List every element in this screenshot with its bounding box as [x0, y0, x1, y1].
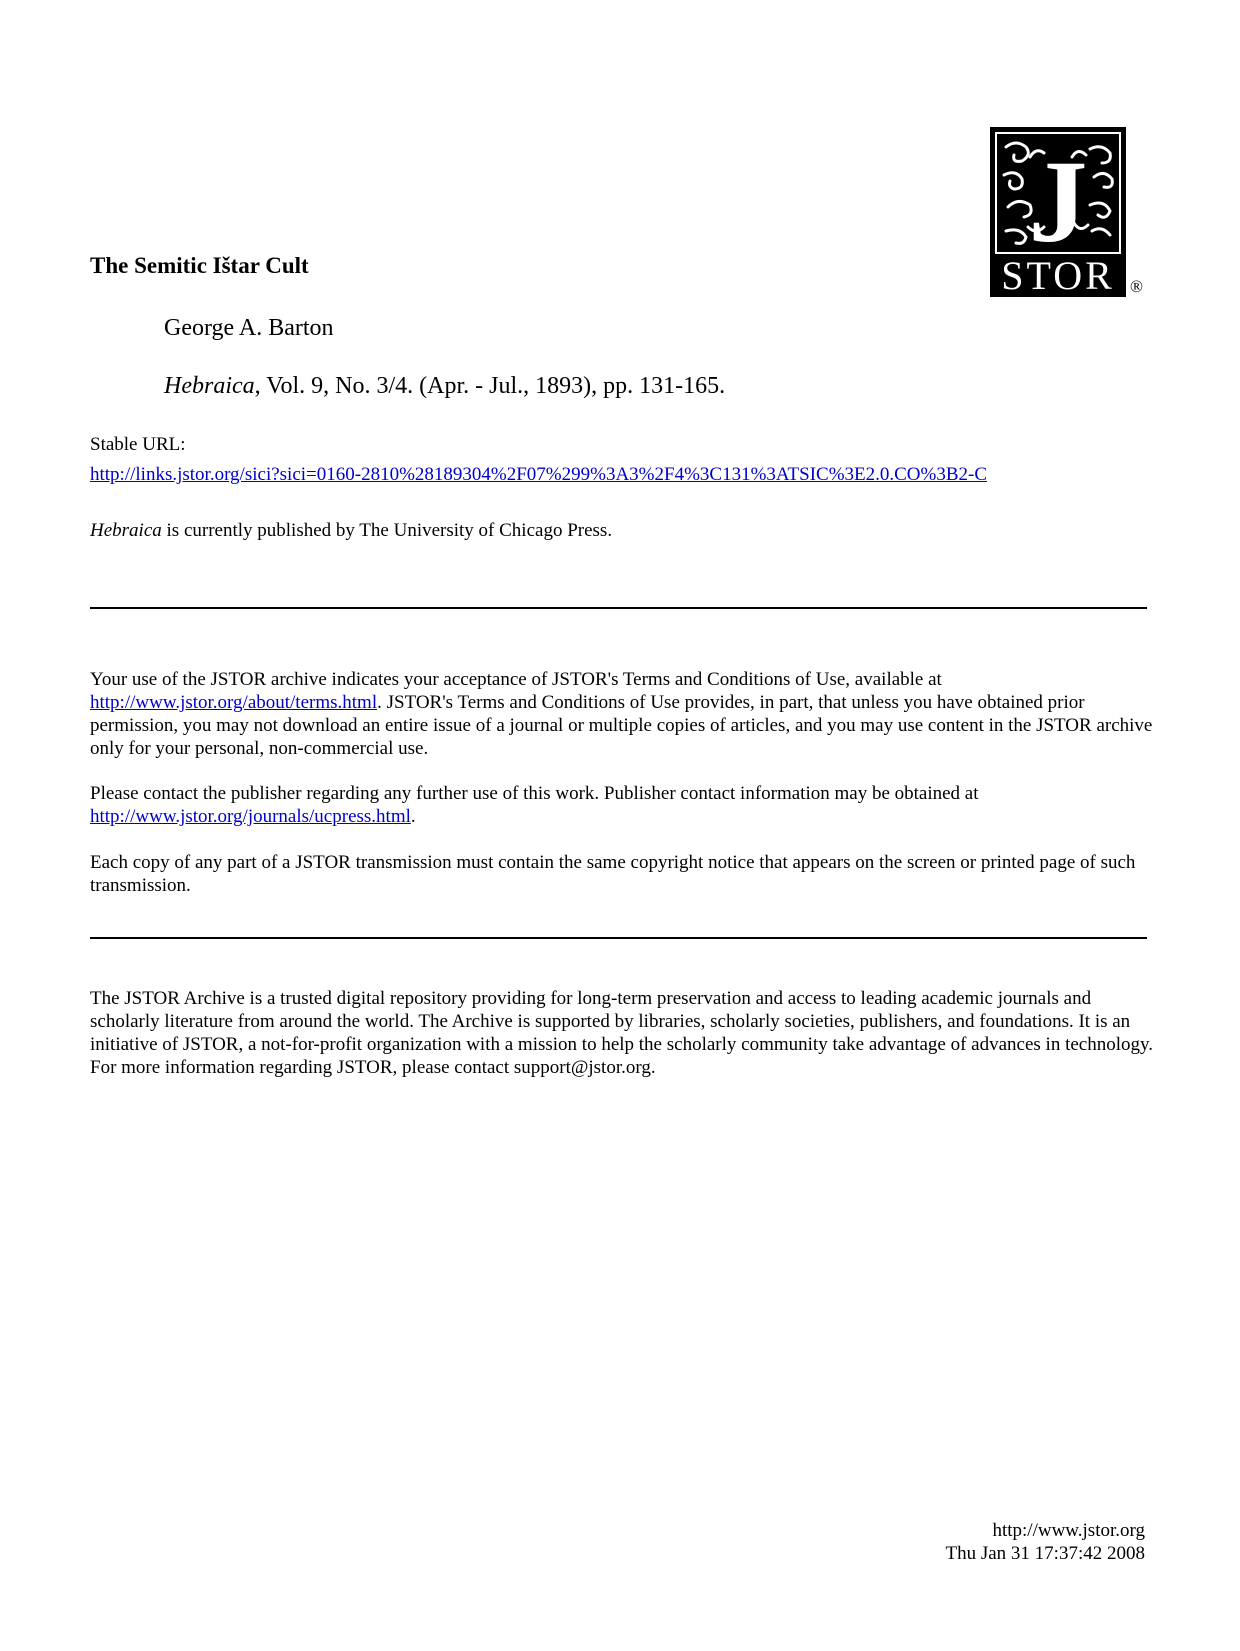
publisher-journal: Hebraica	[90, 520, 162, 541]
article-citation	[164, 372, 725, 401]
stable-url-label: Stable URL:	[90, 434, 186, 455]
archive-paragraph: The JSTOR Archive is a trusted digital repository providing for long-term preservation and access to leading academic journals and scholarly literature from around the world. The Archive is supported by libraries, scholarly societies, publishers, and foundations. It is an initiative of JSTOR, a not-for-profit organization with a mission to help the scholarly community take advantage of advances in technology. For more information regarding JSTOR, please contact support@jstor.org.	[90, 988, 1154, 1078]
terms-text-before: Your use of the JSTOR archive indicates your acceptance of JSTOR's Terms and Conditions of Use, available at	[90, 669, 942, 690]
citation-details: , Vol. 9, No. 3/4. (Apr. - Jul., 1893), pp. 131-165.	[254, 373, 726, 399]
registered-mark: ®	[1130, 277, 1143, 296]
terms-link[interactable]: http://www.jstor.org/about/terms.html	[90, 692, 378, 713]
publisher-contact-link[interactable]: http://www.jstor.org/journals/ucpress.html	[90, 806, 411, 827]
footer	[946, 1519, 1146, 1565]
copyright-paragraph: Each copy of any part of a JSTOR transmission must contain the same copyright notice that appears on the screen or printed page of such transmission.	[90, 852, 1136, 896]
footer-site: http://www.jstor.org	[992, 1520, 1145, 1541]
publisher-note	[90, 520, 612, 543]
publisher-text: is currently published by The University of Chicago Press.	[161, 520, 613, 541]
contact-text-before: Please contact the publisher regarding any further use of this work. Publisher contact information may be obtained at	[90, 783, 979, 804]
stable-url-link[interactable]: http://links.jstor.org/sici?sici=0160-2810%28189304%2F07%299%3A3%2F4%3C131%3ATSIC%3E2.0.CO%3B2-C	[90, 464, 988, 485]
logo-j-mark: J	[1028, 136, 1088, 267]
contact-paragraph	[90, 782, 1160, 828]
logo-stor-letters: STOR	[1001, 253, 1115, 297]
jstor-logo-icon	[990, 127, 1126, 297]
footer-timestamp: Thu Jan 31 17:37:42 2008	[945, 1543, 1145, 1564]
terms-paragraph	[90, 668, 1160, 760]
article-author: George A. Barton	[164, 315, 334, 341]
citation-journal: Hebraica	[164, 373, 255, 399]
contact-text-after: .	[410, 806, 416, 827]
article-title: The Semitic Ištar Cult	[90, 253, 309, 278]
terms-text-after: . JSTOR's Terms and Conditions of Use provides, in part, that unless you have obtained prior permission, you may not download an entire issue of a journal or multiple copies of articles, and you may use content in the JSTOR archive only for your personal, non-commercial use.	[90, 692, 1153, 759]
divider-top	[90, 607, 1147, 609]
divider-bottom	[90, 937, 1147, 939]
